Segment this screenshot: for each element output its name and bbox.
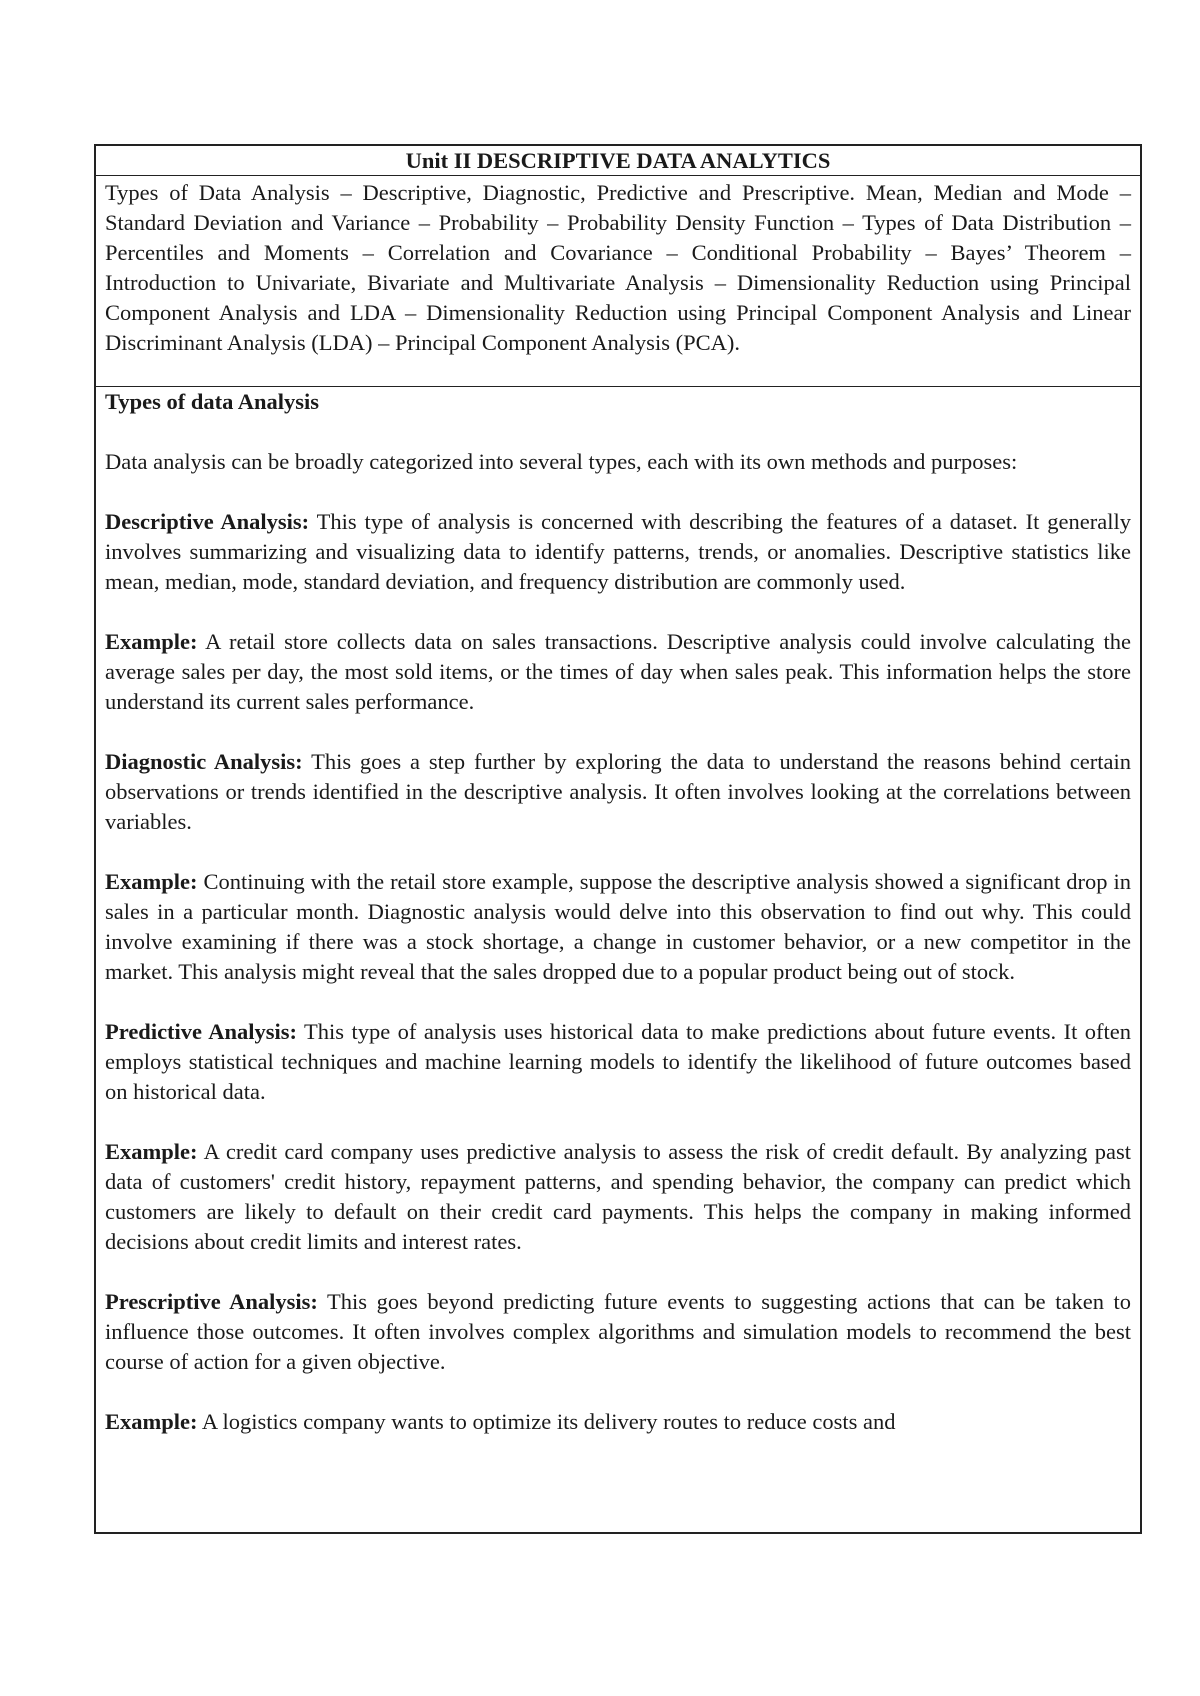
document-table: [94, 144, 1142, 1534]
diagnostic-label: Diagnostic Analysis:: [105, 749, 303, 774]
example-label: Example:: [105, 869, 198, 894]
diagnostic-text: This goes a step further by exploring the data to understand the reasons behind certain observations or trends identified in the descriptive analysis. It often involves looking at the correlations between variables.: [105, 749, 1131, 834]
descriptive-example-paragraph: [105, 627, 1131, 717]
section-heading: Types of data Analysis: [105, 389, 320, 414]
unit-title: Unit II DESCRIPTIVE DATA ANALYTICS: [96, 146, 1140, 176]
descriptive-label: Descriptive Analysis:: [105, 509, 310, 534]
intro-paragraph: Data analysis can be broadly categorized into several types, each with its own methods and purposes:: [105, 449, 1018, 474]
content-body: [96, 387, 1140, 1437]
prescriptive-paragraph: [105, 1287, 1131, 1377]
diagnostic-example-paragraph: [105, 867, 1131, 987]
example-text: Continuing with the retail store example, suppose the descriptive analysis showed a significant drop in sales in a particular month. Diagnostic analysis would delve into this observation to find out why. This could involve examining if there was a stock shortage, a change in customer behavior, or a new competitor in the market. This analysis might reveal that the sales dropped due to a popular product being out of stock.: [105, 869, 1131, 984]
example-label: Example:: [105, 629, 198, 654]
example-text: A logistics company wants to optimize its delivery routes to reduce costs and: [197, 1409, 896, 1434]
example-label: Example:: [105, 1409, 198, 1434]
example-text: A retail store collects data on sales transactions. Descriptive analysis could involve calculating the average sales per day, the most sold items, or the times of day when sales peak. This information helps the store understand its current sales performance.: [105, 629, 1131, 714]
predictive-example-paragraph: [105, 1137, 1131, 1257]
predictive-paragraph: [105, 1017, 1131, 1107]
descriptive-paragraph: [105, 507, 1131, 597]
example-label: Example:: [105, 1139, 198, 1164]
example-text: A credit card company uses predictive analysis to assess the risk of credit default. By analyzing past data of customers' credit history, repayment patterns, and spending behavior, the company can predict which customers are likely to default on their credit card payments. This helps the company in making informed decisions about credit limits and interest rates.: [105, 1139, 1131, 1254]
prescriptive-example-paragraph: [105, 1407, 1131, 1437]
predictive-label: Predictive Analysis:: [105, 1019, 298, 1044]
prescriptive-text: This goes beyond predicting future events to suggesting actions that can be taken to influence those outcomes. It often involves complex algorithms and simulation models to recommend the best course of action for a given objective.: [105, 1289, 1131, 1374]
syllabus-text: Types of Data Analysis – Descriptive, Diagnostic, Predictive and Prescriptive. Mean, Median and Mode – Standard Deviation and Variance – Probability – Probability Density Function – Types of Data Distribution – Percentiles and Moments – Correlation and Covariance – Conditional Probability – Bayes’ Theorem – Introduction to Univariate, Bivariate and Multivariate Analysis – Dimensionality Reduction using Principal Component Analysis and LDA – Dimensionality Reduction using Principal Component Analysis and Linear Discriminant Analysis (LDA) – Principal Component Analysis (PCA).: [96, 176, 1140, 387]
predictive-text: This type of analysis uses historical data to make predictions about future events. It often employs statistical techniques and machine learning models to identify the likelihood of future outcomes based on historical data.: [105, 1019, 1131, 1104]
descriptive-text: This type of analysis is concerned with describing the features of a dataset. It generally involves summarizing and visualizing data to identify patterns, trends, or anomalies. Descriptive statistics like mean, median, mode, standard deviation, and frequency distribution are commonly used.: [105, 509, 1131, 594]
diagnostic-paragraph: [105, 747, 1131, 837]
prescriptive-label: Prescriptive Analysis:: [105, 1289, 318, 1314]
